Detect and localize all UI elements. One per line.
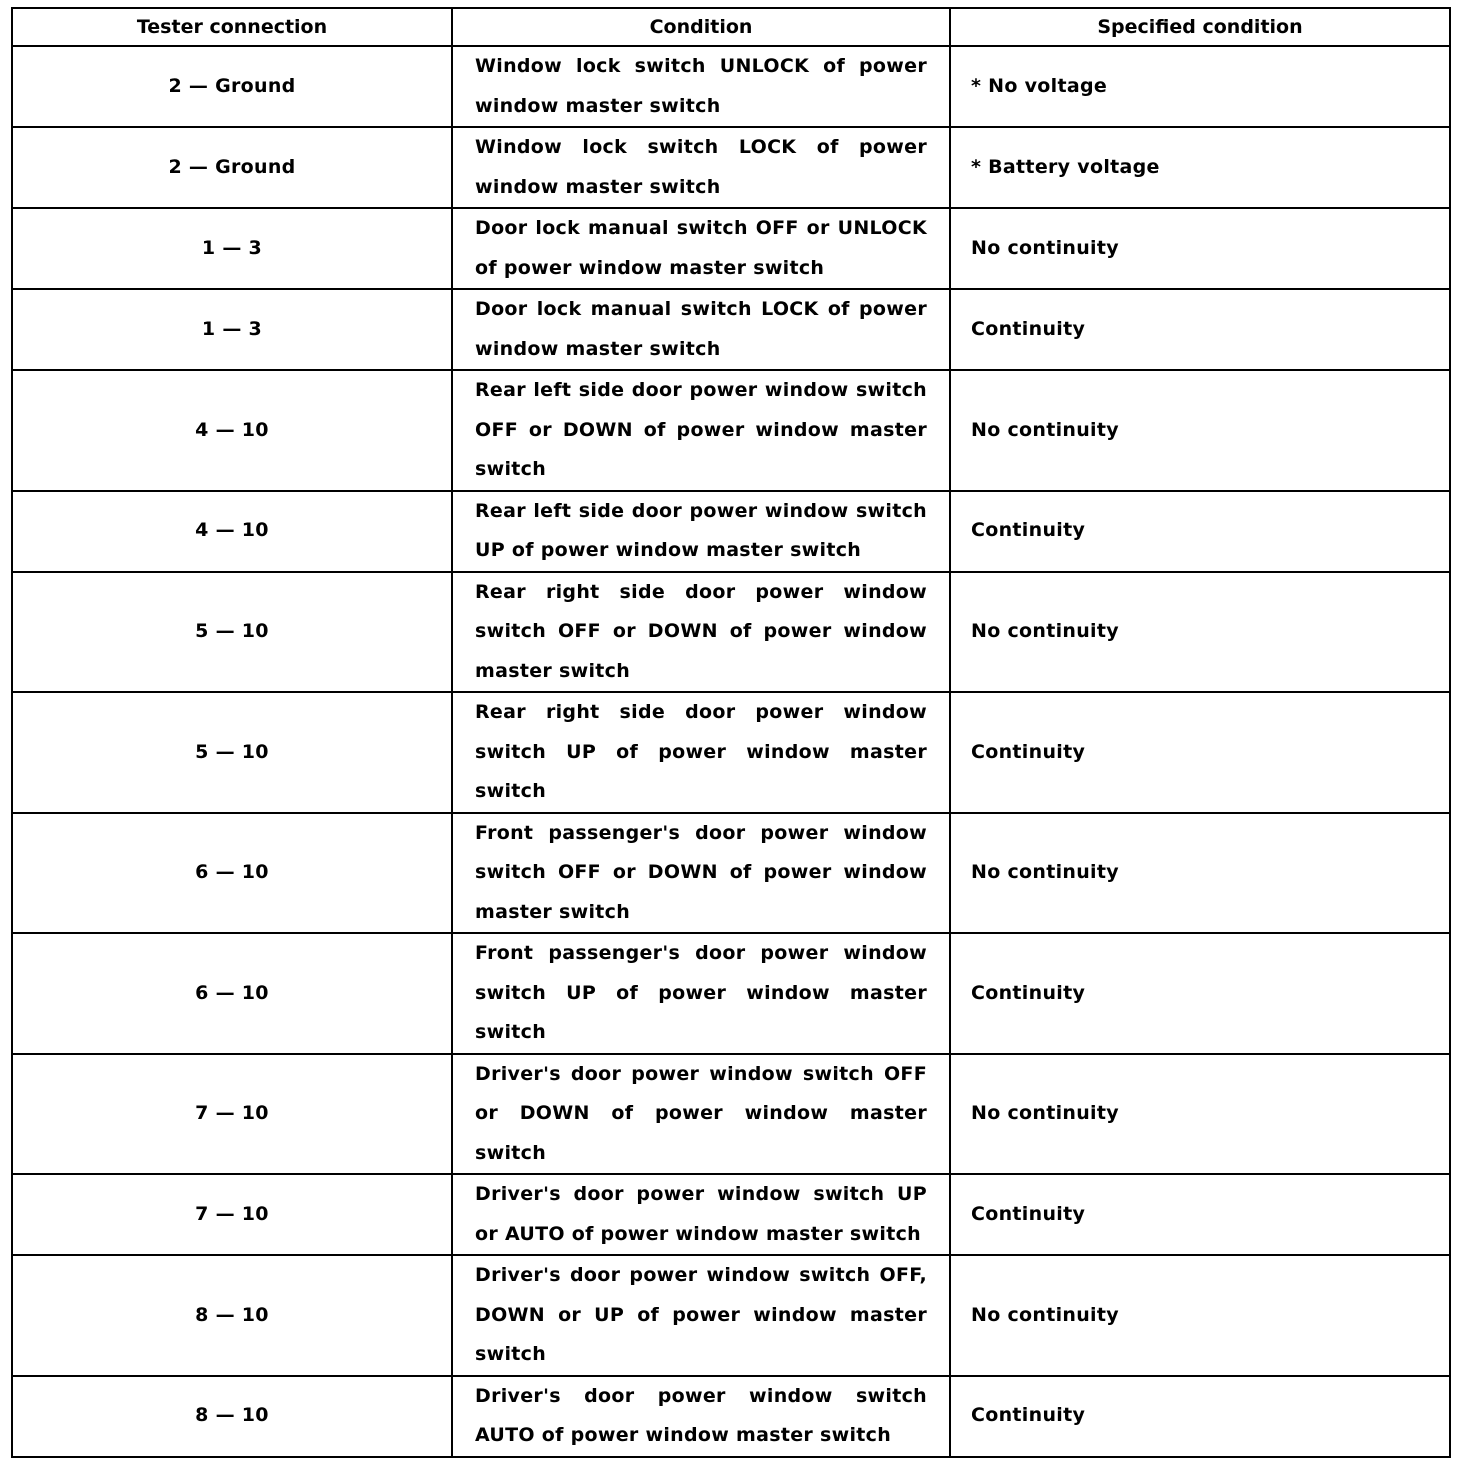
tester-connection-cell: 8 — 10	[12, 1255, 452, 1376]
specified-condition-cell: No continuity	[950, 208, 1450, 289]
specified-condition-cell: Continuity	[950, 692, 1450, 813]
tester-connection-cell: 1 — 3	[12, 289, 452, 370]
table-row	[12, 1054, 1450, 1175]
tester-connection-cell: 7 — 10	[12, 1054, 452, 1175]
specified-condition-cell: No continuity	[950, 370, 1450, 491]
condition-cell: Window lock switch UNLOCK of power window master switch	[452, 46, 950, 127]
condition-cell: Window lock switch LOCK of power window master switch	[452, 127, 950, 208]
specified-condition-cell: * Battery voltage	[950, 127, 1450, 208]
condition-cell: Driver's door power window switch UP or AUTO of power window master switch	[452, 1174, 950, 1255]
condition-cell: Driver's door power window switch OFF, DOWN or UP of power window master switch	[452, 1255, 950, 1376]
table-row	[12, 572, 1450, 693]
table-row	[12, 289, 1450, 370]
table-row	[12, 933, 1450, 1054]
condition-cell: Driver's door power window switch AUTO of power window master switch	[452, 1376, 950, 1457]
specified-condition-cell: * No voltage	[950, 46, 1450, 127]
table-row	[12, 491, 1450, 572]
header-row	[12, 8, 1450, 46]
specified-condition-cell: Continuity	[950, 491, 1450, 572]
table-row	[12, 208, 1450, 289]
specified-condition-cell: Continuity	[950, 933, 1450, 1054]
tester-connection-cell: 4 — 10	[12, 370, 452, 491]
condition-cell: Door lock manual switch OFF or UNLOCK of power window master switch	[452, 208, 950, 289]
tester-connection-cell: 6 — 10	[12, 813, 452, 934]
condition-cell: Rear right side door power window switch OFF or DOWN of power window master switch	[452, 572, 950, 693]
table-row	[12, 370, 1450, 491]
table-row	[12, 1174, 1450, 1255]
table-row	[12, 1255, 1450, 1376]
specified-condition-cell: No continuity	[950, 1054, 1450, 1175]
tester-connection-cell: 2 — Ground	[12, 127, 452, 208]
condition-cell: Rear right side door power window switch UP of power window master switch	[452, 692, 950, 813]
condition-cell: Driver's door power window switch OFF or DOWN of power window master switch	[452, 1054, 950, 1175]
specified-condition-cell: Continuity	[950, 1376, 1450, 1457]
header-condition: Condition	[452, 8, 950, 46]
tester-connection-cell: 5 — 10	[12, 572, 452, 693]
tester-connection-cell: 4 — 10	[12, 491, 452, 572]
tester-connection-cell: 6 — 10	[12, 933, 452, 1054]
condition-cell: Front passenger's door power window switch OFF or DOWN of power window master switch	[452, 813, 950, 934]
table-row	[12, 46, 1450, 127]
specified-condition-cell: Continuity	[950, 1174, 1450, 1255]
inspection-table	[11, 7, 1451, 1458]
condition-cell: Rear left side door power window switch OFF or DOWN of power window master switch	[452, 370, 950, 491]
specified-condition-cell: No continuity	[950, 1255, 1450, 1376]
table-row	[12, 1376, 1450, 1457]
specified-condition-cell: No continuity	[950, 813, 1450, 934]
specified-condition-cell: No continuity	[950, 572, 1450, 693]
condition-cell: Front passenger's door power window switch UP of power window master switch	[452, 933, 950, 1054]
condition-cell: Door lock manual switch LOCK of power window master switch	[452, 289, 950, 370]
specified-condition-cell: Continuity	[950, 289, 1450, 370]
table-row	[12, 692, 1450, 813]
header-specified-condition: Specified condition	[950, 8, 1450, 46]
tester-connection-cell: 1 — 3	[12, 208, 452, 289]
table-row	[12, 127, 1450, 208]
header-tester-connection: Tester connection	[12, 8, 452, 46]
tester-connection-cell: 7 — 10	[12, 1174, 452, 1255]
condition-cell: Rear left side door power window switch UP of power window master switch	[452, 491, 950, 572]
tester-connection-cell: 5 — 10	[12, 692, 452, 813]
tester-connection-cell: 8 — 10	[12, 1376, 452, 1457]
table-row	[12, 813, 1450, 934]
tester-connection-cell: 2 — Ground	[12, 46, 452, 127]
